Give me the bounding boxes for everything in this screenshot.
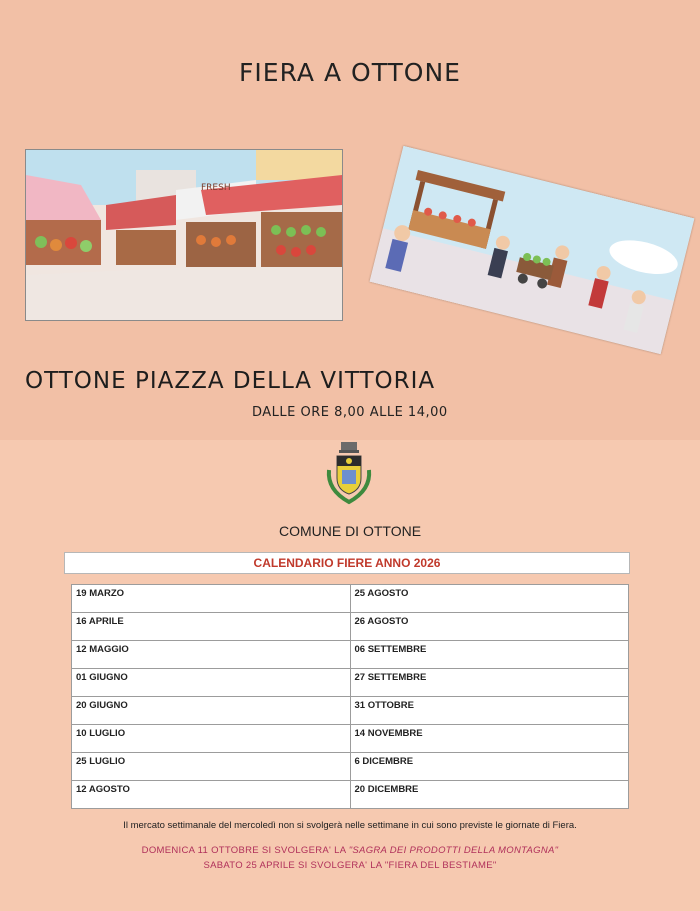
event-line-sagra [0, 845, 700, 856]
date-cell: 26 AGOSTO [350, 613, 629, 641]
date-cell: 12 AGOSTO [72, 781, 351, 809]
calendar-table [71, 584, 629, 809]
table-row [72, 613, 629, 641]
table-row [72, 641, 629, 669]
opening-hours: DALLE ORE 8,00 ALLE 14,00 [252, 405, 448, 420]
municipality-name: COMUNE DI OTTONE [278, 523, 422, 539]
date-cell: 25 AGOSTO [350, 585, 629, 613]
svg-text:FRESH: FRESH [201, 183, 231, 193]
table-row [72, 781, 629, 809]
table-row [72, 697, 629, 725]
event-name: "FIERA DEL BESTIAME" [384, 860, 497, 871]
table-row [72, 753, 629, 781]
market-stalls-illustration [25, 149, 343, 321]
table-row [72, 669, 629, 697]
date-cell: 20 DICEMBRE [350, 781, 629, 809]
date-cell: 10 LUGLIO [72, 725, 351, 753]
event-name: "SAGRA DEI PRODOTTI DELLA MONTAGNA" [348, 845, 559, 856]
event-date: DOMENICA 11 OTTOBRE SI SVOLGERA' LA [141, 845, 349, 856]
date-cell: 25 LUGLIO [72, 753, 351, 781]
date-cell: 19 MARZO [72, 585, 351, 613]
poster-title: FIERA A OTTONE [239, 58, 461, 87]
coat-of-arms-icon [323, 440, 375, 506]
date-cell: 27 SETTEMBRE [350, 669, 629, 697]
date-cell: 01 GIUGNO [72, 669, 351, 697]
location-title: OTTONE PIAZZA DELLA VITTORIA [25, 368, 436, 394]
event-line-fiera [0, 860, 700, 871]
date-cell: 12 MAGGIO [72, 641, 351, 669]
date-cell: 16 APRILE [72, 613, 351, 641]
date-cell: 20 GIUGNO [72, 697, 351, 725]
date-cell: 14 NOVEMBRE [350, 725, 629, 753]
date-cell: 06 SETTEMBRE [350, 641, 629, 669]
date-cell: 31 OTTOBRE [350, 697, 629, 725]
market-note: Il mercato settimanale del mercoledì non si svolgerà nelle settimane in cui sono previste le giornate di Fiera. [123, 820, 577, 831]
table-row [72, 585, 629, 613]
table-row [72, 725, 629, 753]
date-cell: 6 DICEMBRE [350, 753, 629, 781]
calendar-header: CALENDARIO FIERE ANNO 2026 [64, 552, 630, 574]
event-date: SABATO 25 APRILE SI SVOLGERA' LA [203, 860, 385, 871]
